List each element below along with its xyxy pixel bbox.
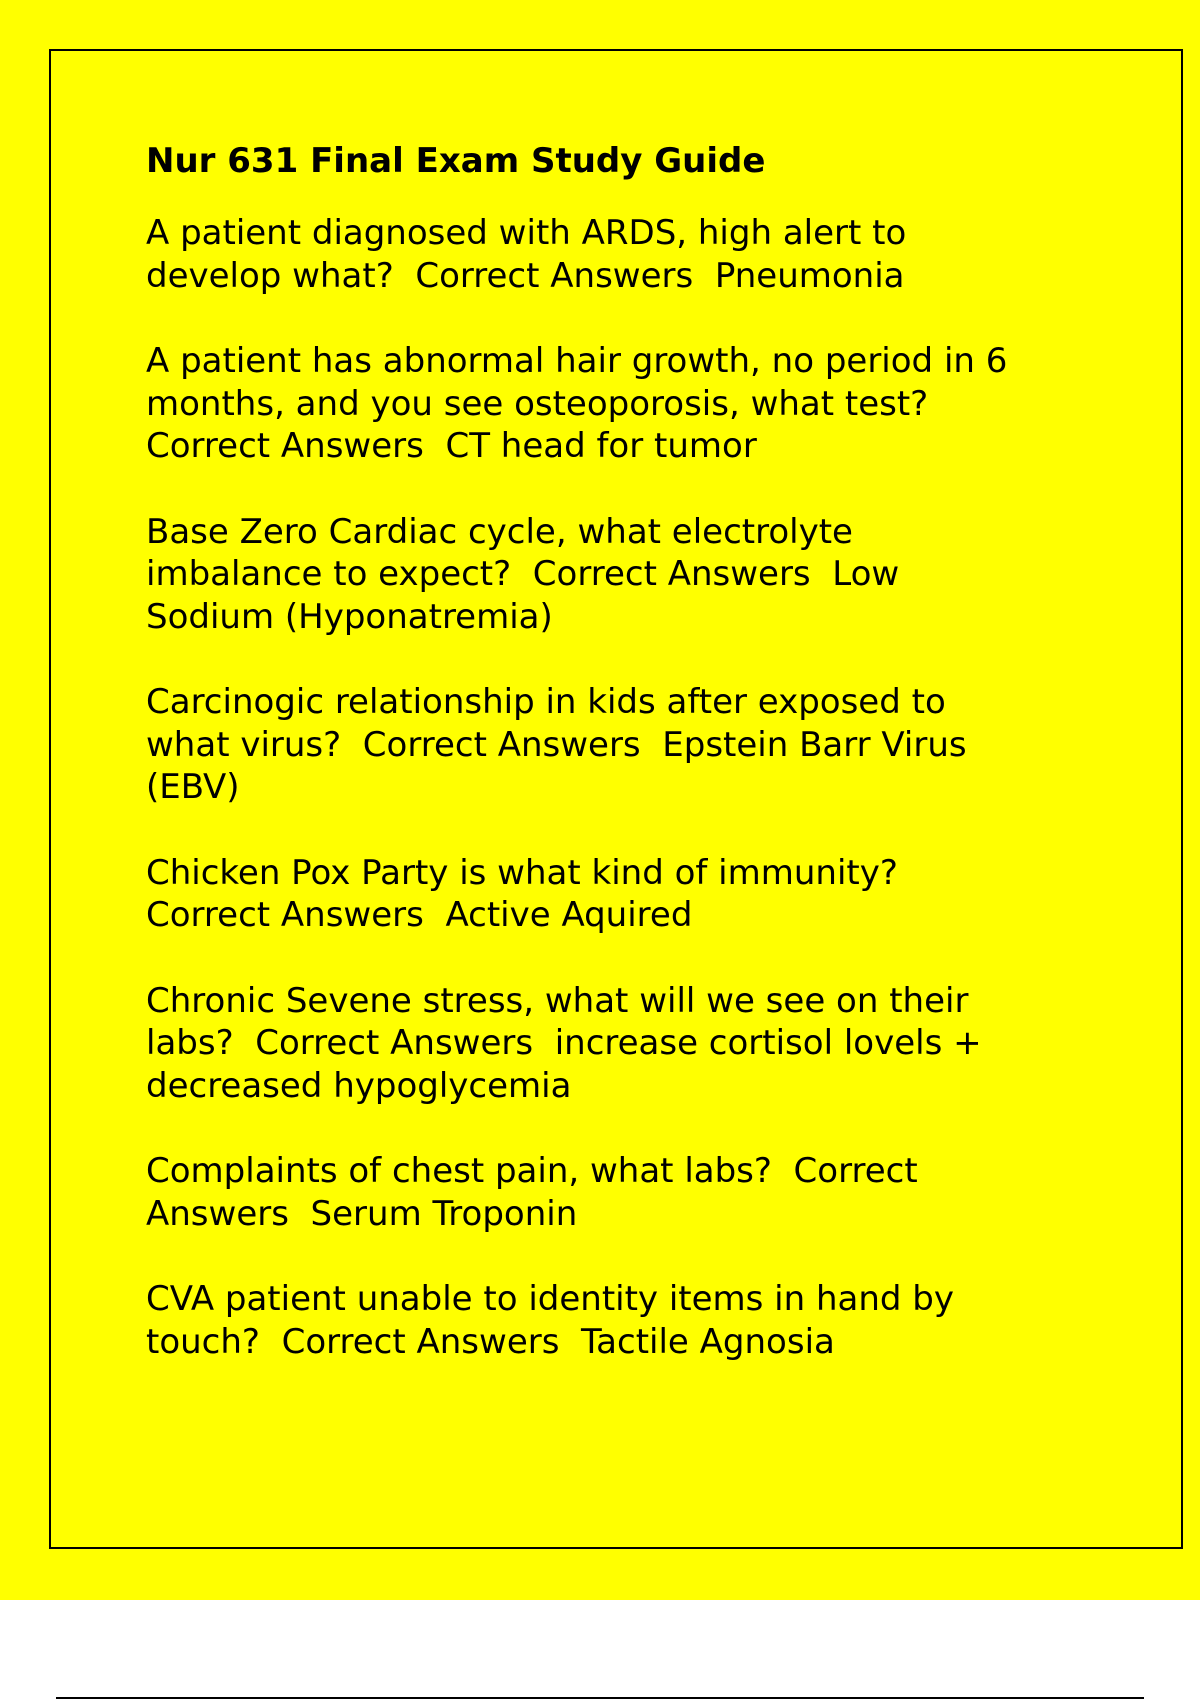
qa-line: labs? Correct Answers increase cortisol lovels + <box>146 1023 982 1063</box>
qa-line: touch? Correct Answers Tactile Agnosia <box>146 1321 835 1362</box>
qa-line: Chicken Pox Party is what kind of immunity? <box>146 852 898 893</box>
qa-line: months, and you see osteoporosis, what test? <box>146 383 929 424</box>
footer-divider <box>56 1697 1144 1699</box>
qa-item-8 <box>146 1278 1096 1363</box>
qa-item-7 <box>146 1150 1096 1235</box>
qa-line: Answers Serum Troponin <box>146 1193 578 1234</box>
qa-line: imbalance to expect? Correct Answers Low <box>146 554 900 594</box>
document-title: Nur 631 Final Exam Study Guide <box>146 141 766 181</box>
qa-line: A patient diagnosed with ARDS, high alert to <box>146 213 907 253</box>
qa-line: Correct Answers CT head for tumor <box>146 426 757 466</box>
qa-line: decreased hypoglycemia <box>146 1065 572 1106</box>
qa-item-3 <box>146 511 1096 639</box>
qa-item-6 <box>146 980 1096 1108</box>
study-guide-content <box>146 140 1096 1406</box>
qa-item-4 <box>146 681 1096 809</box>
qa-item-2 <box>146 340 1096 468</box>
qa-line: Chronic Sevene stress, what will we see on their <box>146 980 969 1021</box>
qa-line: Complaints of chest pain, what labs? Correct <box>146 1151 918 1191</box>
qa-line: A patient has abnormal hair growth, no period in 6 <box>146 341 1008 381</box>
qa-item-5 <box>146 852 1096 937</box>
qa-line: what virus? Correct Answers Epstein Barr Virus <box>146 724 967 765</box>
qa-line: (EBV) <box>146 767 240 807</box>
qa-line: Base Zero Cardiac cycle, what electrolyte <box>146 511 853 552</box>
qa-line: develop what? Correct Answers Pneumonia <box>146 255 905 296</box>
qa-line: Sodium (Hyponatremia) <box>146 596 553 637</box>
qa-item-1 <box>146 212 1096 297</box>
qa-line: Correct Answers Active Aquired <box>146 895 693 935</box>
qa-line: Carcinogic relationship in kids after exposed to <box>146 682 946 722</box>
qa-line: CVA patient unable to identity items in hand by <box>146 1279 955 1319</box>
